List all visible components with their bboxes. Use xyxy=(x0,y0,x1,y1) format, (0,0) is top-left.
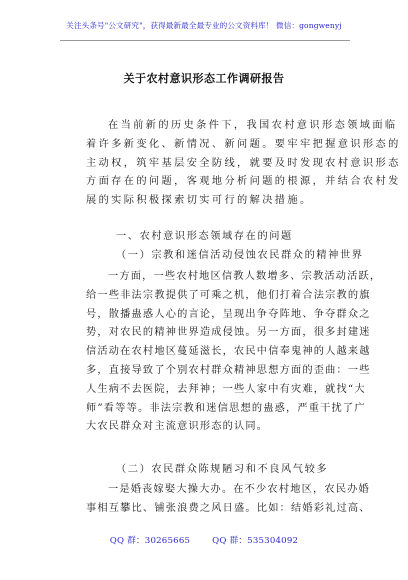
paragraph-line: 一方面，一些农村地区信教人数增多、宗教活动活跃， xyxy=(108,271,382,282)
header-divider xyxy=(60,40,350,41)
footer-qq-group-2: QQ 群：535304092 xyxy=(212,536,299,546)
paragraph-line: 多，直接导致了个别农村群众精神思想方面的歪曲：一些 xyxy=(86,364,371,376)
paragraph-line: 一是婚丧嫁娶大操大办。在不少农村地区，农民办婚 xyxy=(108,484,370,495)
section-heading: 一、农村意识形态领域存在的问题 xyxy=(116,231,293,242)
paragraph-line: 着许多新变化、新情况、新问题。要牢牢把握意识形态的 xyxy=(86,138,401,150)
footer-qq-group-1: QQ 群：30265665 xyxy=(109,536,191,546)
paragraph-line: 大农民群众对主流意识形态的认同。 xyxy=(86,421,269,433)
paragraph-line: 信活动在农村地区蔓延滋长，农民中信奉鬼神的人越来越 xyxy=(86,346,371,358)
document-title: 关于农村意识形态工作调研报告 xyxy=(123,72,285,85)
paragraph-line: 人生病不去医院，去拜神；一些人家中有灾难，就找“大 xyxy=(86,383,366,395)
paragraph-line: 事相互攀比、铺张浪费之风日盛。比如：结婚彩礼过高、 xyxy=(86,502,371,514)
body-paragraph-1 xyxy=(86,268,382,437)
paragraph-line: 在当前新的历史条件下，我国农村意识形态领域面临 xyxy=(108,120,398,131)
body-paragraph-2 xyxy=(86,481,371,519)
footer-contact xyxy=(0,534,408,546)
subsection-heading-2: （二）农民群众陈规陋习和不良风气较多 xyxy=(116,464,329,475)
paragraph-line: 势，对农民的精神世界造成侵蚀。另一方面，很多封建迷 xyxy=(86,327,371,339)
intro-paragraph xyxy=(86,117,401,211)
paragraph-line: 号，散播蛊惑人心的言论，呈现出争夺阵地、争夺群众之 xyxy=(86,308,371,320)
header-note: 关注头条号"公文研究"，获得最新最全最专业的公文资料库！ 微信：gongwenyj xyxy=(66,21,342,30)
paragraph-line: 方面存在的问题，客观地分析问题的根源，并结合农村发 xyxy=(86,176,401,188)
paragraph-line: 师”看等等。非法宗教和迷信思想的蛊惑，严重干扰了广 xyxy=(86,402,366,414)
subsection-heading-1: （一）宗教和迷信活动侵蚀农民群众的精神世界 xyxy=(116,250,364,261)
paragraph-line: 展的实际积极探索切实可行的解决措施。 xyxy=(86,195,313,207)
paragraph-line: 给一些非法宗教提供了可乘之机，他们打着合法宗教的旗 xyxy=(86,289,371,301)
paragraph-line: 主动权，筑牢基层安全防线，就要及时发现农村意识形态 xyxy=(86,157,401,169)
